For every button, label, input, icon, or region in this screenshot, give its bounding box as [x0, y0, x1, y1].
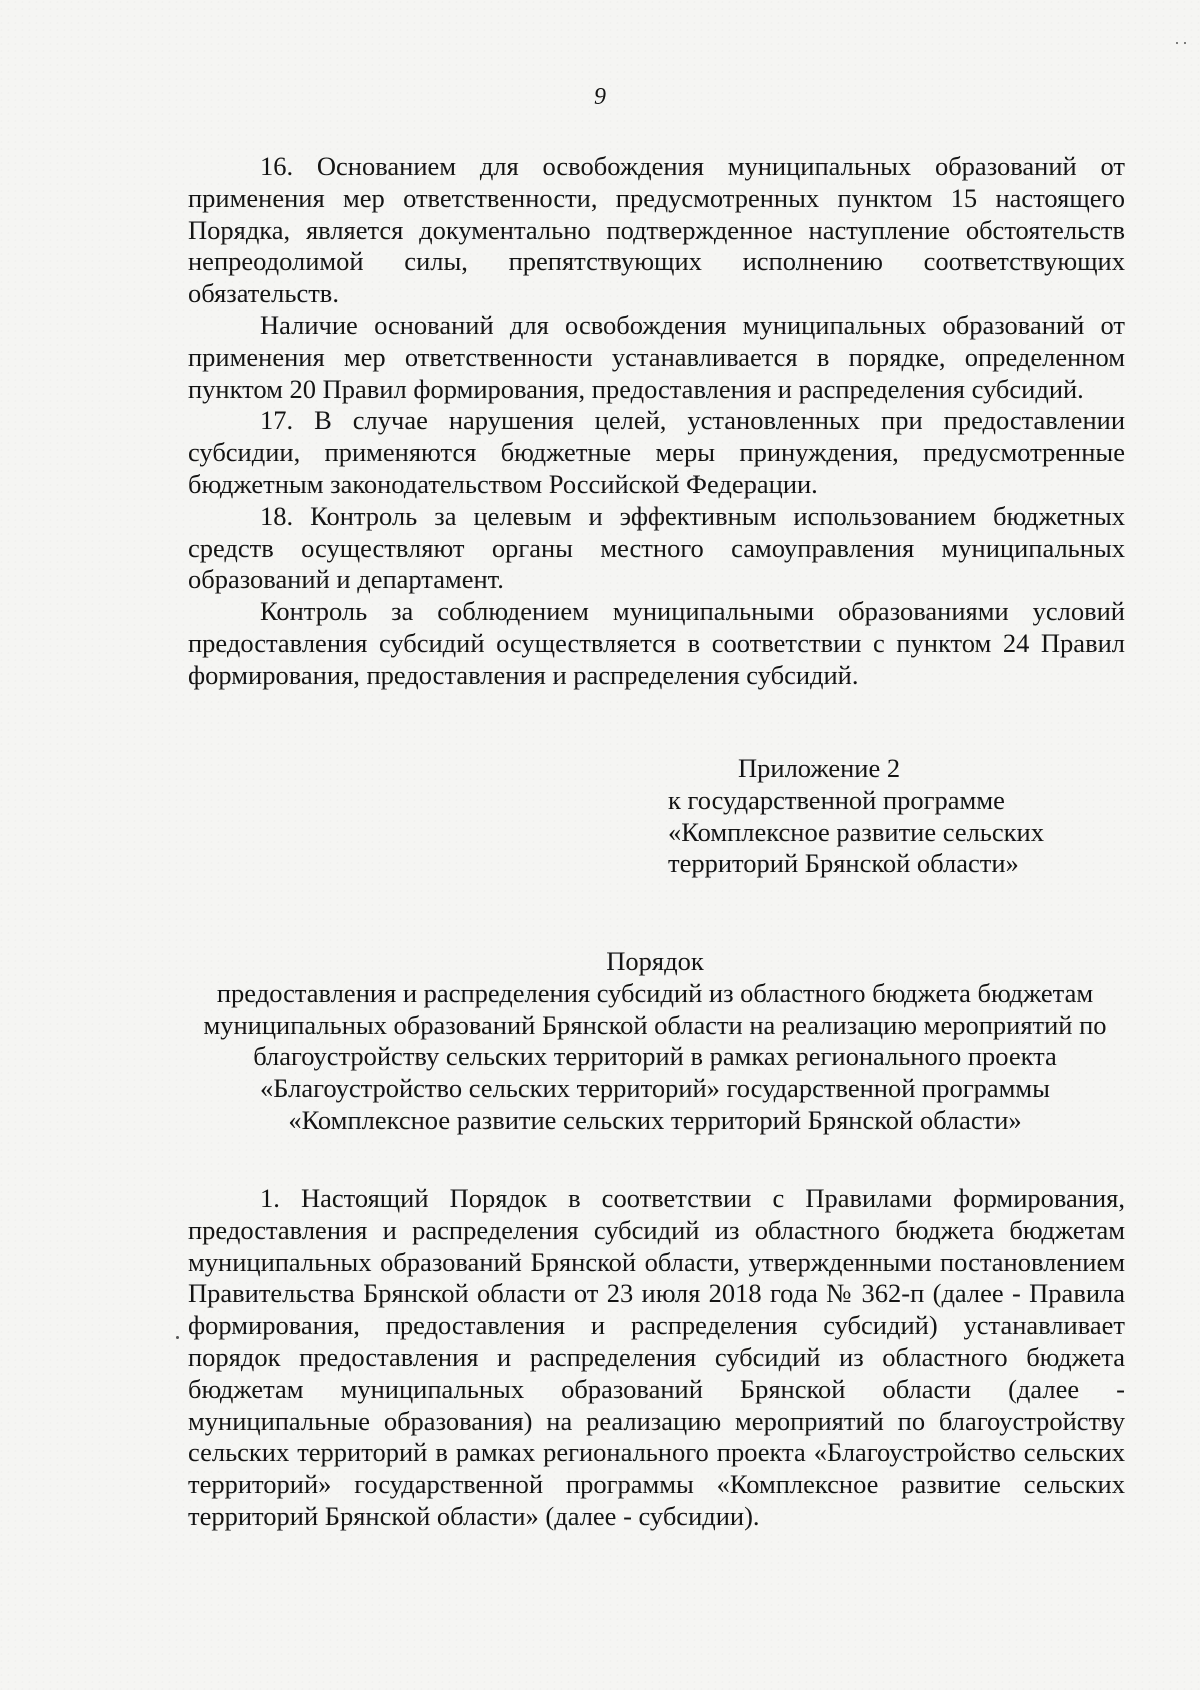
appendix-line-3: «Комплексное развитие сельских: [668, 816, 1044, 847]
top-text-block: [188, 151, 1125, 692]
paragraph-control: Контроль за соблюдением муниципальными образованиями условий предоставления субсидий осуществляется в соответствии с пунктом 24 Правил формирования, предоставления и распределения субсидий.: [188, 596, 1125, 690]
appendix-line-1: Приложение 2: [738, 753, 901, 783]
heading-subtitle: предоставления и распределения субсидий из областного бюджета бюджетам муниципальных образований Брянской области на реализацию мероприятий по благоустройству сельских территорий в рамках регионального проекта «Благоустройство сельских территорий» государственной программы «Комплексное развитие сельских территорий Брянской области»: [203, 977, 1107, 1135]
paragraph-17: 17. В случае нарушения целей, установленных при предоставлении субсидии, применяются бюджетные меры принуждения, предусмотренные бюджетным законодательством Российской Федерации.: [188, 405, 1125, 499]
scan-artifact-dot: [176, 1336, 179, 1339]
paragraph-grounds: Наличие оснований для освобождения муниципальных образований от применения мер ответственности устанавливается в порядке, определенном пунктом 20 Правил формирования, предоставления и распределения субсидий.: [188, 309, 1125, 404]
appendix-line-2: к государственной программе: [668, 784, 1005, 815]
heading-title: Порядок: [606, 946, 704, 976]
paragraph-16: 16. Основанием для освобождения муниципальных образований от применения мер ответственности, предусмотренных пунктом 15 настоящего Порядка, является документально подтвержденное наступление обстоятельств непреодолимой силы, препятствующих исполнению соответствующих обязательств.: [188, 151, 1125, 309]
scan-artifact-dot: [1184, 42, 1186, 44]
appendix-line-4: территорий Брянской области»: [668, 848, 1019, 879]
scan-artifact-dot: [1176, 42, 1178, 44]
document-heading: [185, 946, 1125, 1137]
paragraph-18: 18. Контроль за целевым и эффективным использованием бюджетных средств осуществляют органы местного самоуправления муниципальных образований и департамент.: [188, 500, 1125, 595]
paragraph-1: 1. Настоящий Порядок в соответствии с Правилами формирования, предоставления и распределения субсидий из областного бюджета бюджетам муниципальных образований Брянской области, утвержденными постановлением Правительства Брянской области от 23 июля 2018 года № 362-п (далее - Правила формирования, предоставления и распределения субсидий) устанавливает порядок предоставления и распределения субсидий из областного бюджета бюджетам муниципальных образований Брянской области (далее - муниципальные образования) на реализацию мероприятий по благоустройству сельских территорий в рамках регионального проекта «Благоустройство сельских территорий» государственной программы «Комплексное развитие сельских территорий Брянской области» (далее - субсидии).: [188, 1183, 1125, 1531]
appendix-note: [668, 753, 1108, 880]
page-number: 9: [594, 84, 606, 110]
bottom-text-block: [188, 1183, 1125, 1533]
